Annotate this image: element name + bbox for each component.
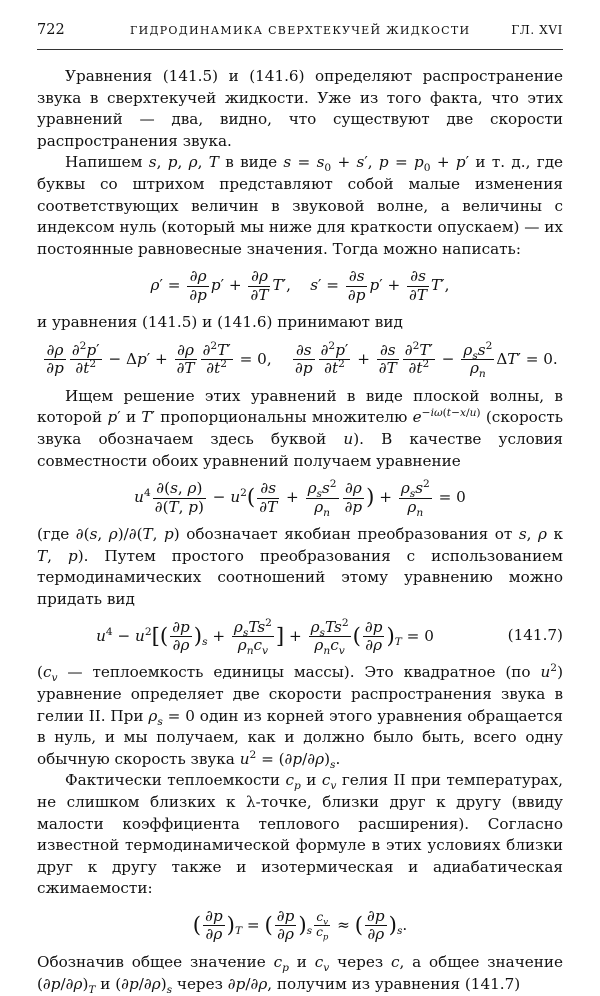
paragraph-3: и уравнения (141.5) и (141.6) принимают вид — [37, 313, 403, 332]
running-title: ГИДРОДИНАМИКА СВЕРХТЕКУЧЕЙ ЖИДКОСТИ — [130, 24, 471, 37]
page-header — [37, 22, 563, 44]
equation-compressibility: ( $\frac{\partial p}{\partial\rho}$ )$_T$ = ( $\frac{\partial p}{\partial\rho}$ )$_s$ $\frac{c_v}{c_p}$ ≈ ( $\frac{\partial p}{\partial\rho}$ )$_s$. — [192, 906, 408, 944]
equation-wave-system: $\frac{\partial\rho}{\partial p}$ $\frac{\partial^2p'}{\partial t^2}$ − Δp′ + $\frac{\partial\rho}{\partial T}$ $\frac{\partial^2T'}{\partial t^2}$ = 0, $\frac{\partial s}{\partial p}$ $\frac{\partial^2p'}{\partial t^2}$ + $\frac{\partial s}{\partial T}$ $\frac{\partial^2T'}{\partial t^2}$ − $\rho_ss^2$ $\rho_n$ ΔT′ = 0. — [46, 338, 558, 381]
paragraph-8: Обозначив общее значение $c_p$ и $c_v$ через c, а общее значение $(\partial p/\partial\rho)_T$ и $(\partial p/\partial\rho)_s$ через ∂p/∂ρ, получим из уравнения (141.7) — [37, 952, 563, 996]
page-number: 722 — [37, 22, 65, 38]
equation-141-7: $u^4 - u^2$[( $\frac{\partial p}{\partial\rho}$ )$_s$ + $\rho_sTs^2$ $\rho_nc_v$ ] + $\rho_sTs^2$ $\rho_nc_v$ ( $\frac{\partial p}{\partial\rho}$ )$_T = 0$ (141.7) — [96, 615, 563, 657]
paragraph-5: (где ∂(s, ρ)/∂(T, p) обозначает якобиан преобразования от s, ρ к T, p). Путем простого преобразования с использованием термодинамических соотношений этому уравнению можно придать вид — [37, 525, 563, 608]
paragraph-4: Ищем решение этих уравнений в виде плоской волны, в которой p′ и T′ пропорциональны множителю $e^{-i\omega(t-x/u)}$ (скорость звука обозначаем здесь буквой u). В качестве условия совместности обоих уравнений получаем уравнение — [37, 386, 564, 470]
chapter-label: ГЛ. XVI — [511, 23, 563, 37]
paragraph-1: Уравнения (141.5) и (141.6) определяют распространение звука в сверхтекучей жидкости. Уже из того факта, что этих уравнений — два, видно, что существуют две скорости распространения звука. — [37, 67, 563, 150]
page-body — [37, 66, 563, 995]
paragraph-2: Напишем s, p, ρ, T в виде $s = s_0 + s'$, $p = p_0 + p'$ и т. д., где буквы со штрихом представляют собой малые изменения соответствующих величин в звуковой волне, а величины с индексом нуль (который мы ниже для краткости опускаем) — их постоянные равновесные значения. Тогда можно написать: — [37, 153, 564, 258]
header-rule — [37, 49, 563, 50]
paragraph-6: ($c_v$ — теплоемкость единицы массы). Это квадратное (по $u^2$) уравнение определяет две скорости распространения звука в гелии II. При $\rho_s = 0$ один из корней этого уравнения обращается в нуль, и мы получаем, как и должно было быть, всего одну обычную скорость звука $u^2 = (\partial p/\partial\rho)_s$. — [37, 661, 563, 771]
equation-compatibility: $u^4$ $\frac{\partial(s, \rho)}{\partial(T, p)}$ − $u^2$( $\frac{\partial s}{\partial T}$ + $\rho_ss^2$ $\rho_n$ $\frac{\partial\rho}{\partial p}$ ) + $\rho_ss^2$ $\rho_n$ = 0 — [134, 477, 466, 519]
equation-rho-s: ρ′ = $\frac{\partial\rho}{\partial p}$ p′ + $\frac{\partial\rho}{\partial T}$ T′, s′ = $\frac{\partial s}{\partial p}$ p′ + $\frac{\partial s}{\partial T}$ T′, — [150, 267, 450, 304]
paragraph-7: Фактически теплоемкости $c_p$ и $c_v$ гелия II при температурах, не слишком близких к λ-точке, близки друг к другу (ввиду малости коэффициента теплового расширения). Согласно известной термодинамической формуле в этих условиях близки друг к другу также и изотермическая и адиабатическая сжимаемости: — [37, 771, 564, 898]
equation-number: (141.7) — [507, 626, 563, 645]
